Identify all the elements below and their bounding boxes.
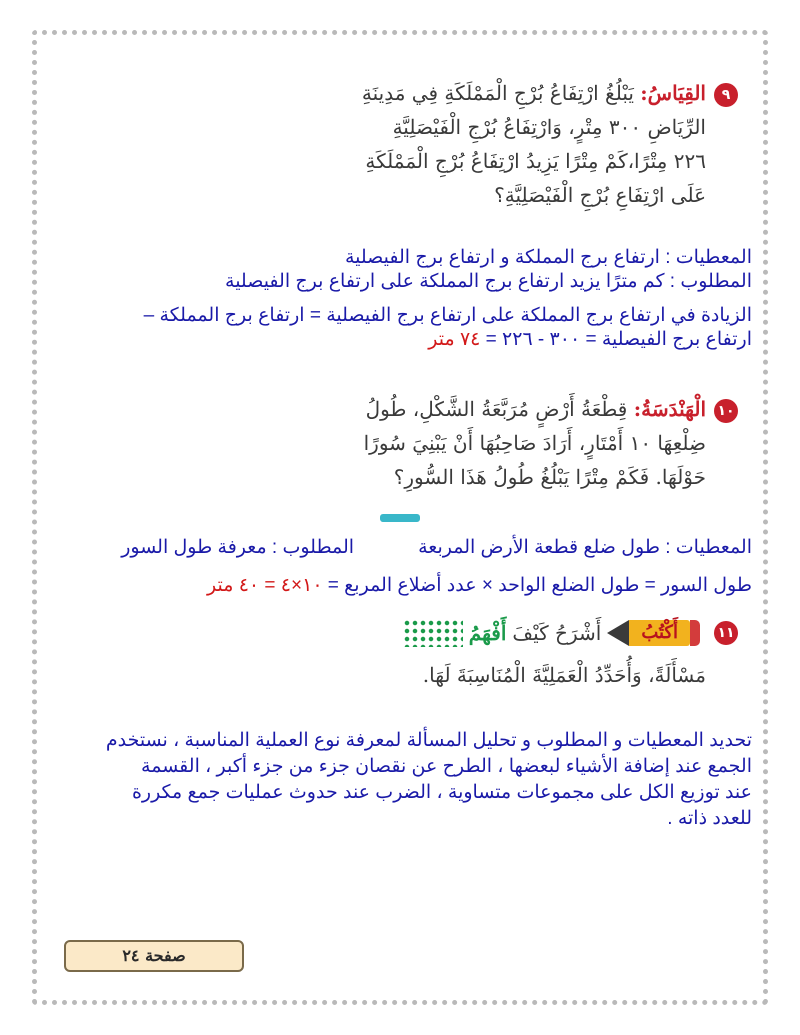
answer-11-line-3: عند توزيع الكل على مجموعات متساوية ، الضرب عند حدوث عمليات جمع مكررة <box>131 782 752 803</box>
answer-9-givens: المعطيات : ارتفاع برج المملكة و ارتفاع برج الفيصلية <box>344 247 752 268</box>
decorative-strip <box>380 514 420 522</box>
problem-10-line-3: حَوْلَهَا. فَكَمْ مِتْرًا يَبْلُغُ طُولُ هَذَا السُّورِ؟ <box>393 465 706 489</box>
problem-text: أَشْرَحُ كَيْفَ <box>512 621 602 645</box>
answer-10 <box>48 536 752 598</box>
problem-text: قِطْعَةُ أَرْضٍ مُرَبَّعَةُ الشَّكْلِ، طُولُ <box>365 397 628 421</box>
problem-label: الْهَنْدَسَةُ: <box>633 397 706 421</box>
answer-11-line-2: الجمع عند إضافة الأشياء لبعضها ، الطرح عن نقصان جزء من جزء أكبر ، القسمة <box>141 756 752 777</box>
problem-11-line-2: مَسْأَلَةً، وَأُحَدِّدُ الْعَمَلِيَّةَ الْمُنَاسِبَةَ لَهَا. <box>422 663 706 687</box>
decorative-dots <box>403 619 463 647</box>
answer-9-result: ٧٤ متر <box>428 329 481 350</box>
answer-11-line-1: تحديد المعطيات و المطلوب و تحليل المسألة لمعرفة نوع العملية المناسبة ، نستخدم <box>105 730 752 751</box>
problem-10-line-1 <box>178 392 738 426</box>
answer-9-line-2 <box>48 328 752 352</box>
answer-10-givens: المعطيات : طول ضلع قطعة الأرض المربعة <box>418 537 752 558</box>
answer-9-line-1: الزيادة في ارتفاع برج المملكة على ارتفاع برج الفيصلية = ارتفاع برج المملكة – <box>143 305 752 326</box>
answer-10-result: ١٠×٤ = ٤٠ متر <box>207 575 323 596</box>
problem-number-badge: ١١ <box>714 621 738 645</box>
pencil-tip <box>607 620 629 646</box>
problem-text-highlight: أَفْهَمُ <box>468 621 507 645</box>
problem-text: يَبْلُغُ ارْتِفَاعُ بُرْجِ الْمَمْلَكَةِ فِي مَدِينَةِ <box>361 81 634 105</box>
pencil-icon <box>607 620 700 646</box>
answer-9-equation: ارتفاع برج الفيصلية = ٣٠٠ - ٢٢٦ = <box>480 329 752 350</box>
problem-10 <box>178 392 738 494</box>
problem-number-badge: ١٠ <box>714 399 738 423</box>
answer-10-line-1 <box>48 574 752 598</box>
problem-9 <box>178 76 738 212</box>
answer-10-required: المطلوب : معرفة طول السور <box>121 537 355 558</box>
answer-9-required: المطلوب : كم مترًا يزيد ارتفاع برج المملكة على ارتفاع برج الفيصلية <box>225 271 752 292</box>
answer-9 <box>48 246 752 352</box>
problem-9-line-4: عَلَى ارْتِفَاعِ بُرْجِ الْفَيْصَلِيَّةِ؟ <box>494 183 706 207</box>
problem-label: القِيَاسُ: <box>640 81 706 105</box>
answer-10-equation: طول السور = طول الضلع الواحد × عدد أضلاع المربع = <box>322 575 752 596</box>
answer-10-header-row <box>48 536 752 560</box>
problem-11 <box>178 616 738 692</box>
problem-11-line-1 <box>178 616 738 650</box>
problem-9-line-2: الرِّيَاضِ ٣٠٠ مِتْرٍ، وَارْتِفَاعُ بُرْجِ الْفَيْصَلِيَّةِ <box>392 115 706 139</box>
page-number-label: صفحة ٢٤ <box>64 940 244 972</box>
problem-10-line-2: ضِلْعِهَا ١٠ أَمْتَارٍ، أَرَادَ صَاحِبُهَا أَنْ يَبْنِيَ سُورًا <box>363 431 706 455</box>
pencil-eraser <box>690 620 700 646</box>
answer-11-line-4: للعدد ذاته . <box>667 808 752 829</box>
problem-number-badge: ٩ <box>714 83 738 107</box>
answer-11 <box>48 728 752 832</box>
problem-9-line-1 <box>178 76 738 110</box>
problem-label: أَكْتُبُ <box>629 620 690 646</box>
problem-9-line-3: ٢٢٦ مِتْرًا،كَمْ مِتْرًا يَزِيدُ ارْتِفَاعُ بُرْجِ الْمَمْلَكَةِ <box>365 149 706 173</box>
